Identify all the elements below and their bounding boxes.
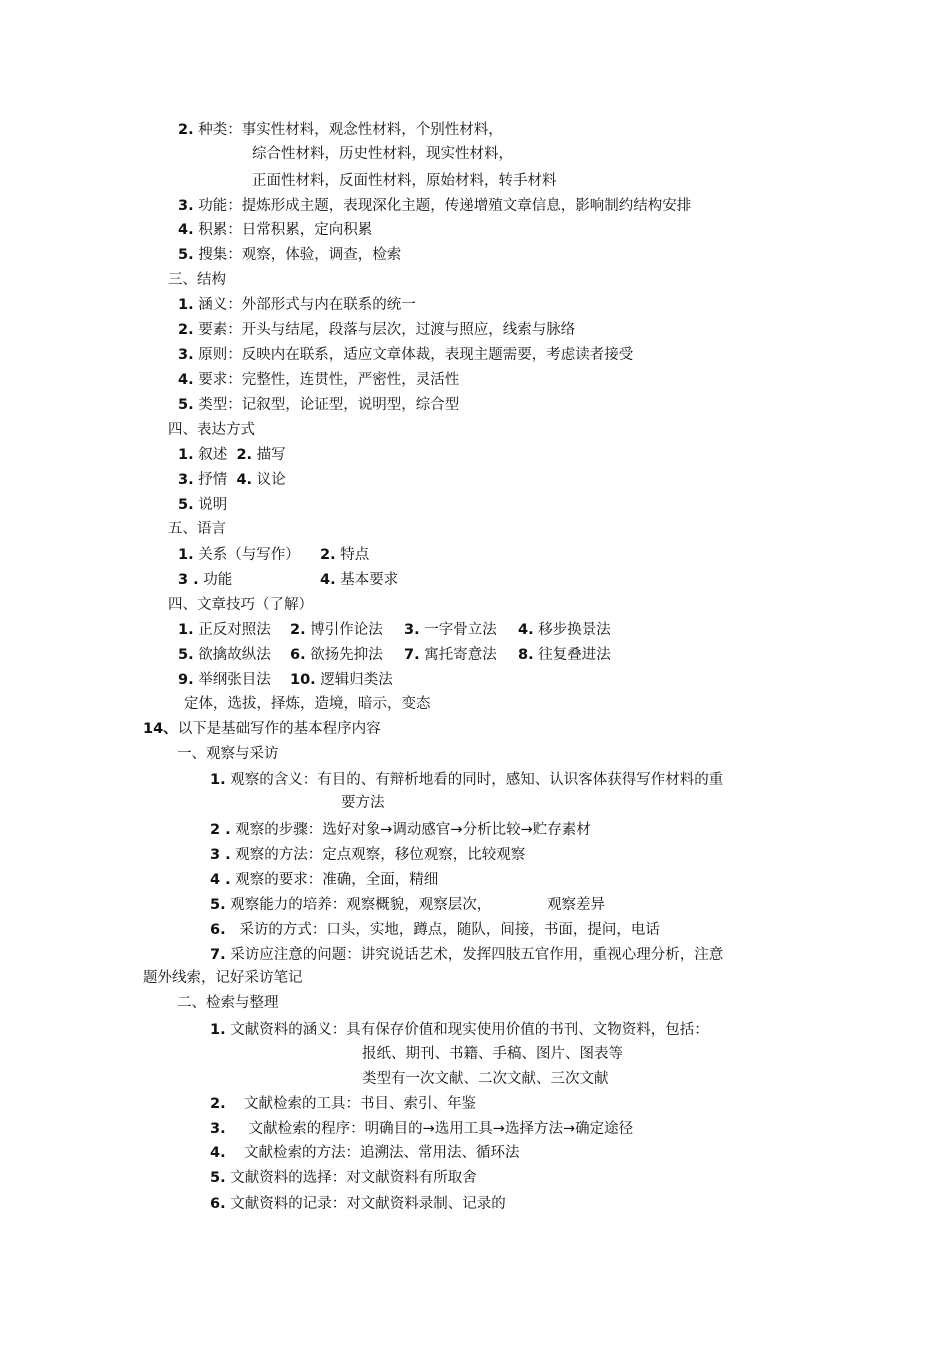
item-text: 正面性材料，反面性材料，原始材料，转手材料 <box>252 173 557 189</box>
item-number: 5. <box>210 897 226 913</box>
item-number: 14、 <box>143 721 178 737</box>
list-item <box>178 371 459 389</box>
list-item <box>404 646 497 664</box>
item-text: 文献检索的工具：书目、索引、年鉴 <box>244 1096 477 1112</box>
list-item <box>290 671 393 689</box>
item-text: 抒情 <box>198 472 228 488</box>
item-number: 9. <box>178 672 194 688</box>
paragraph: 定体，选拔，择炼，造境，暗示，变态 <box>184 696 431 712</box>
item-number: 1. <box>178 622 194 638</box>
item-number: 6. <box>290 647 306 663</box>
item-text: 观察的步骤：选好对象→调动感官→分析比较→贮存素材 <box>235 822 591 838</box>
question-heading <box>143 720 381 738</box>
section-heading: 三、结构 <box>168 272 226 288</box>
item-text: 类型：记叙型，论证型，说明型，综合型 <box>198 397 460 413</box>
list-item-continuation: 观察差异 <box>547 897 605 913</box>
item-number: 1. <box>178 447 194 463</box>
list-item <box>210 1095 476 1113</box>
list-item <box>210 821 591 839</box>
list-item <box>518 621 611 639</box>
item-number: 3. <box>178 472 194 488</box>
item-number: 7. <box>404 647 420 663</box>
list-item <box>178 221 372 239</box>
list-item <box>210 1169 477 1187</box>
item-number: 5. <box>178 497 194 513</box>
item-text: 文献检索的程序：明确目的→选用工具→选择方法→确定途径 <box>248 1121 634 1137</box>
item-text: 观察能力的培养：观察概貌，观察层次， <box>230 897 492 913</box>
item-number: 2. <box>320 547 336 563</box>
item-text: 积累：日常积累，定向积累 <box>198 222 373 238</box>
item-text: 往复叠进法 <box>538 647 611 663</box>
list-item <box>320 571 398 589</box>
item-number: 4. <box>236 472 253 488</box>
list-item <box>210 896 491 914</box>
list-item <box>210 1120 633 1138</box>
item-number: 3 . <box>210 847 231 863</box>
item-text: 种类：事实性材料，观念性材料，个别性材料， <box>198 122 503 138</box>
item-number: 2. <box>290 622 306 638</box>
section-heading: 四、表达方式 <box>168 422 255 438</box>
item-number: 6. <box>210 1196 226 1212</box>
item-text: 议论 <box>256 472 286 488</box>
section-heading: 四、文章技巧（了解） <box>168 597 313 613</box>
item-number: 3 . <box>178 572 199 588</box>
item-text: 欲擒故纵法 <box>198 647 271 663</box>
item-text: 叙述 <box>198 447 228 463</box>
item-text: 搜集：观察，体验，调查，检索 <box>198 247 402 263</box>
item-number: 5. <box>178 397 194 413</box>
item-text: 采访的方式：口头，实地，蹲点，随队，间接，书面，提问，电话 <box>239 922 660 938</box>
item-number: 7. <box>210 947 226 963</box>
list-item <box>290 621 383 639</box>
list-item <box>210 1144 520 1162</box>
item-text: 文献资料的选择：对文献资料有所取舍 <box>230 1170 477 1186</box>
item-text: 一字骨立法 <box>424 622 497 638</box>
item-number: 5. <box>178 647 194 663</box>
item-number: 4. <box>210 1145 226 1161</box>
list-item <box>178 546 300 564</box>
item-text: 文献检索的方法：追溯法、常用法、循环法 <box>244 1145 520 1161</box>
list-item <box>178 346 633 364</box>
item-text: 观察的要求：准确，全面，精细 <box>235 872 439 888</box>
list-item <box>178 296 416 314</box>
item-number: 3. <box>210 1121 226 1137</box>
item-text: 特点 <box>340 547 370 563</box>
list-item <box>320 546 369 564</box>
continuation-line: 类型有一次文献、二次文献、三次文献 <box>362 1071 609 1087</box>
item-number: 1. <box>178 297 194 313</box>
item-text: 涵义：外部形式与内在联系的统一 <box>198 297 416 313</box>
item-text: 要求：完整性，连贯性，严密性，灵活性 <box>198 372 460 388</box>
list-item <box>178 671 271 689</box>
item-text: 原则：反映内在联系，适应文章体裁，表现主题需要，考虑读者接受 <box>198 347 634 363</box>
list-item <box>210 921 660 939</box>
item-number: 4. <box>518 622 534 638</box>
item-number: 2. <box>178 322 194 338</box>
item-text: 观察的方法：定点观察，移位观察，比较观察 <box>235 847 526 863</box>
list-item <box>178 646 271 664</box>
continuation-line: 题外线索，记好采访笔记 <box>143 970 303 986</box>
item-number: 2. <box>236 447 253 463</box>
section-heading: 一、观察与采访 <box>177 746 279 762</box>
item-number: 2. <box>178 122 194 138</box>
item-text: 举纲张目法 <box>198 672 271 688</box>
item-text: 以下是基础写作的基本程序内容 <box>177 721 381 737</box>
item-text: 文献资料的涵义：具有保存价值和现实使用价值的书刊、文物资料，包括： <box>230 1022 709 1038</box>
item-number: 1. <box>178 547 194 563</box>
list-item <box>178 121 503 139</box>
list-item <box>210 1021 709 1039</box>
list-item <box>178 471 286 489</box>
list-item <box>178 396 459 414</box>
item-text: 观察的含义：有目的、有辩析地看的同时，感知、认识客体获得写作材料的重 <box>230 772 724 788</box>
item-number: 3. <box>178 347 194 363</box>
item-text: 功能：提炼形成主题，表现深化主题，传递增殖文章信息，影响制约结构安排 <box>198 198 692 214</box>
list-item <box>210 946 723 964</box>
section-heading: 二、检索与整理 <box>177 995 279 1011</box>
item-number: 4. <box>178 222 194 238</box>
item-number: 8. <box>518 647 534 663</box>
item-text: 描写 <box>256 447 286 463</box>
item-number: 3. <box>178 198 194 214</box>
item-number: 4. <box>178 372 194 388</box>
continuation-line <box>252 145 513 163</box>
item-text: 移步换景法 <box>538 622 611 638</box>
item-text: 基本要求 <box>340 572 399 588</box>
item-text: 正反对照法 <box>198 622 271 638</box>
list-item <box>210 871 438 889</box>
item-number: 5. <box>210 1170 226 1186</box>
item-text: 寓托寄意法 <box>424 647 497 663</box>
list-item <box>404 621 497 639</box>
item-number: 1. <box>210 1022 226 1038</box>
section-heading: 五、语言 <box>168 521 226 537</box>
list-item <box>178 621 271 639</box>
list-item <box>518 646 611 664</box>
item-text: 关系（与写作） <box>198 547 300 563</box>
continuation-line <box>252 172 557 190</box>
item-number: 3. <box>404 622 420 638</box>
item-text: 采访应注意的问题：讲究说话艺术，发挥四肢五官作用，重视心理分析，注意 <box>230 947 724 963</box>
list-item <box>178 496 227 514</box>
item-number: 10. <box>290 672 316 688</box>
list-item <box>178 246 401 264</box>
item-number: 4 . <box>210 872 231 888</box>
list-item <box>290 646 383 664</box>
list-item <box>178 571 232 589</box>
list-item <box>178 197 691 215</box>
list-item <box>178 321 575 339</box>
item-text: 欲扬先抑法 <box>310 647 383 663</box>
continuation-line: 报纸、期刊、书籍、手稿、图片、图表等 <box>362 1046 623 1062</box>
item-number: 2. <box>210 1096 226 1112</box>
item-text: 说明 <box>198 497 228 513</box>
item-text: 综合性材料，历史性材料，现实性材料， <box>252 146 513 162</box>
item-text: 要素：开头与结尾，段落与层次，过渡与照应，线索与脉络 <box>198 322 576 338</box>
item-text: 逻辑归类法 <box>320 672 393 688</box>
list-item <box>178 446 286 464</box>
list-item <box>210 771 723 789</box>
list-item <box>210 1195 506 1213</box>
item-number: 6. <box>210 922 226 938</box>
item-number: 5. <box>178 247 194 263</box>
item-text: 功能 <box>203 572 233 588</box>
item-number: 4. <box>320 572 336 588</box>
continuation-line: 要方法 <box>341 795 385 811</box>
item-text: 文献资料的记录：对文献资料录制、记录的 <box>230 1196 506 1212</box>
item-number: 2 . <box>210 822 231 838</box>
item-number: 1. <box>210 772 226 788</box>
item-text: 博引作论法 <box>310 622 383 638</box>
list-item <box>210 846 525 864</box>
